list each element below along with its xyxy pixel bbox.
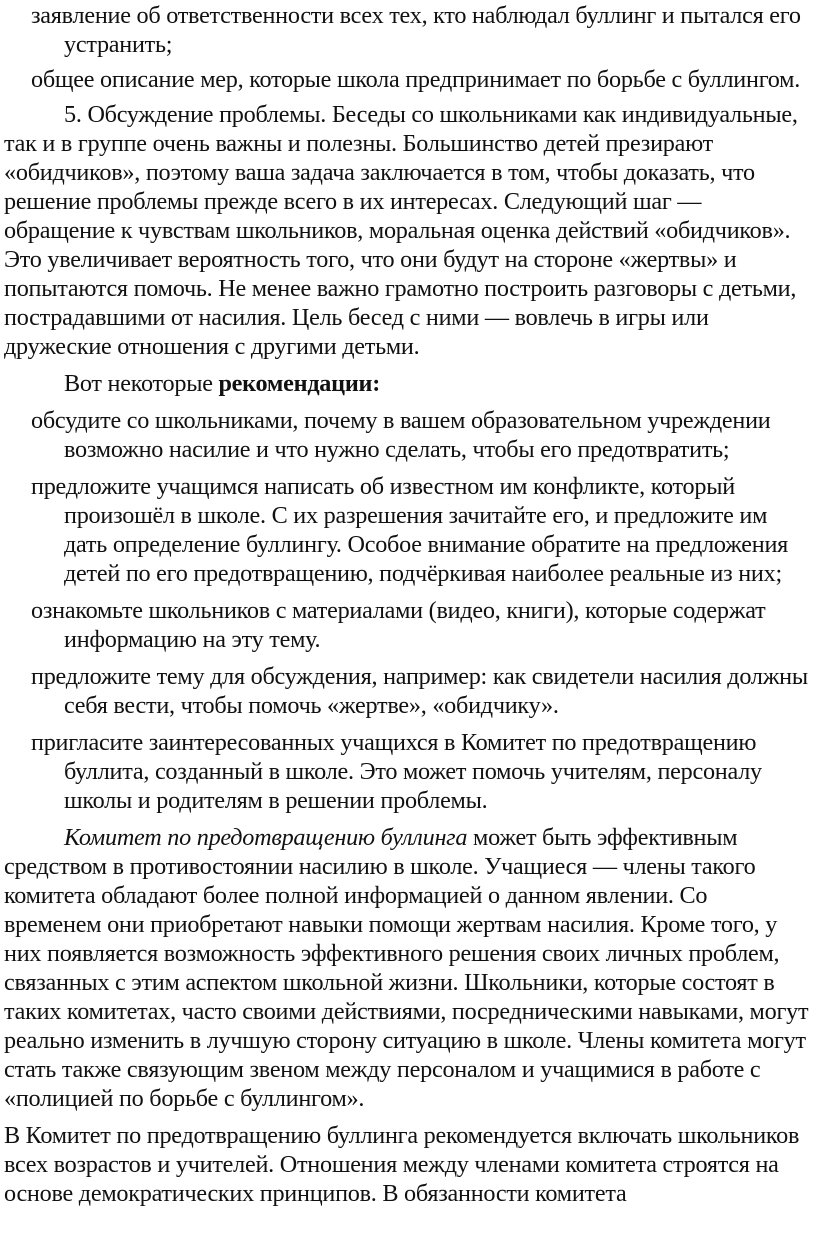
paragraph-discussion: 5. Обсуждение проблемы. Беседы со школьниками как индивидуальные, так и в группе очень важны и полезны. Большинство детей презирают «обидчиков», поэтому ваша задача заключается в том, чтобы доказать, что решение проблемы прежде всего в их интересах. Следующий шаг — обращение к чувствам школьников, моральная оценка действий «обидчиков». Это увеличивает вероятность того, что они будут на стороне «жертвы» и попытаются помочь. Не менее важно грамотно построить разговоры с детьми, пострадавшими от насилия. Цель бесед с ними — вовлечь в игры или дружеские отношения с другими детьми. [4, 101, 798, 360]
recommendation-item: предложите учащимся написать об известном им конфликте, который произошёл в школе. С их разрешения зачитайте его, и предложите им дать определение буллингу. Особое внимание обратите на предложения детей по его предотвращению, подчёркивая наиболее реальные из них; [31, 473, 789, 587]
list-item-school-measures: общее описание мер, которые школа предпринимает по борьбе с буллингом. [31, 66, 801, 93]
committee-description: может быть эффективным средством в противостоянии насилию в школе. Учащиеся — члены такого комитета обладают более полной информацией о данном явлении. Со временем они приобретают навыки помощи жертвам насилия. Кроме того, у них появляется возможность эффективного решения своих личных проблем, связанных с этим аспектом школьной жизни. Школьники, которые состоят в таких комитетах, часто своими действиями, посредническими навыками, могут реально изменить в лучшую сторону ситуацию в школе. Члены комитета могут стать также связующим звеном между персоналом и учащимися в работе с «полицией по борьбе с буллингом». [4, 824, 809, 1112]
recommendation-item: предложите тему для обсуждения, например: как свидетели насилия должны себя вести, чтобы помочь «жертве», «обидчику». [31, 663, 808, 719]
recommendation-item: пригласите заинтересованных учащихся в Комитет по предотвращению буллита, созданный в школе. Это может помочь учителям, персоналу школы и родителям в решении проблемы. [31, 729, 762, 814]
committee-term: Комитет по предотвращению буллинга [64, 824, 468, 851]
paragraph-committee-membership: В Комитет по предотвращению буллинга рекомендуется включать школьников всех возрастов и учителей. Отношения между членами комитета строятся на основе демократических принципов. В обязанности комитета [4, 1122, 800, 1207]
recommendation-item: ознакомьте школьников с материалами (видео, книги), которые содержат информацию на эту тему. [31, 597, 766, 653]
recommendations-heading [0, 369, 816, 398]
recommendations-label: рекомендации: [218, 370, 381, 397]
paragraph-committee [0, 823, 816, 1113]
list-item-responsibility-statement: заявление об ответственности всех тех, кто наблюдал буллинг и пытался его устранить; [31, 2, 801, 58]
recommendation-item: обсудите со школьниками, почему в вашем образовательном учреждении возможно насилие и что нужно сделать, чтобы его предотвратить; [31, 407, 771, 463]
recommendations-lead: Вот некоторые [64, 370, 219, 397]
